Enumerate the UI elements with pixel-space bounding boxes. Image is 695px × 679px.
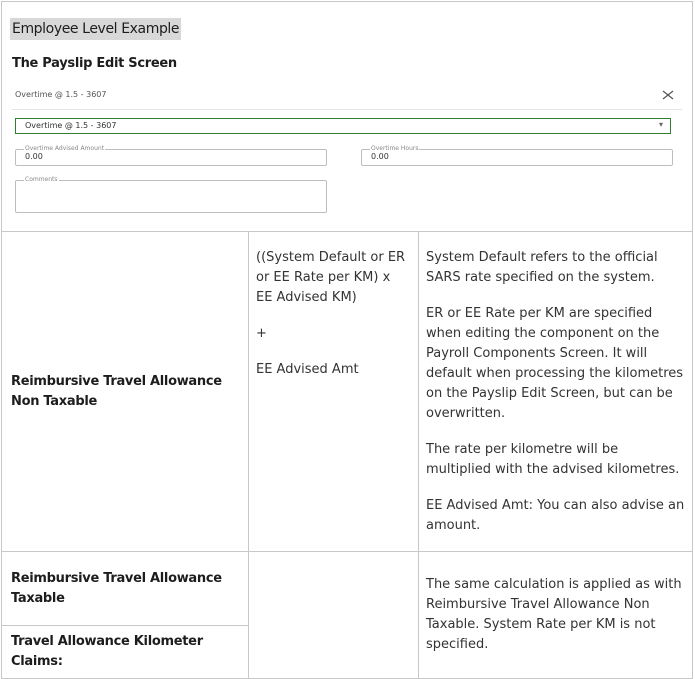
divider	[12, 109, 682, 110]
row-description	[419, 232, 693, 552]
row-formula-empty	[249, 552, 419, 679]
advised-amount-label: Overtime Advised Amount	[25, 145, 105, 152]
payslip-dialog-title: Overtime @ 1.5 - 3607	[15, 90, 107, 99]
example-cell	[2, 2, 693, 232]
formula-line: ((System Default or ER or EE Rate per KM) x EE Advised KM)	[256, 250, 406, 305]
component-select[interactable]	[15, 118, 671, 134]
description-paragraph: The same calculation is applied as with Reimbursive Travel Allowance Non Taxable. System Rate per KM is not specified.	[426, 577, 682, 652]
description-paragraph: System Default refers to the official SARS rate specified on the system.	[426, 249, 658, 285]
formula-line: EE Advised Amt	[256, 362, 359, 377]
row-label: Reimbursive Travel Allowance Non Taxable	[2, 232, 249, 552]
row-formula	[249, 232, 419, 552]
close-icon[interactable]	[660, 87, 676, 103]
dropdown-arrow-icon: ▾	[658, 120, 663, 129]
overtime-hours-value: 0.00	[371, 152, 389, 161]
advised-amount-value: 0.00	[25, 152, 43, 161]
comments-label: Comments	[25, 176, 58, 183]
document-table	[1, 1, 693, 679]
description-paragraph: EE Advised Amt: You can also advise an amount.	[426, 497, 685, 533]
overtime-hours-label: Overtime Hours	[371, 145, 419, 152]
overtime-hours-field[interactable]	[361, 145, 673, 166]
component-select-value: Overtime @ 1.5 - 3607	[25, 121, 117, 130]
advised-amount-field[interactable]	[15, 145, 327, 166]
formula-operator: +	[256, 326, 267, 341]
row-label: Travel Allowance Kilometer Claims:	[2, 626, 249, 679]
row-label: Reimbursive Travel Allowance Taxable	[2, 552, 249, 626]
comments-field[interactable]	[15, 176, 327, 213]
description-paragraph: The rate per kilometre will be multiplied with the advised kilometres.	[426, 441, 680, 477]
row-description	[419, 552, 693, 679]
section-subheading: The Payslip Edit Screen	[12, 56, 177, 71]
description-paragraph: ER or EE Rate per KM are specified when editing the component on the Payroll Components Screen. It will default when processing the kilometres on the Payslip Edit Screen, but can be overwritten.	[426, 305, 684, 421]
section-heading: Employee Level Example	[10, 18, 181, 40]
